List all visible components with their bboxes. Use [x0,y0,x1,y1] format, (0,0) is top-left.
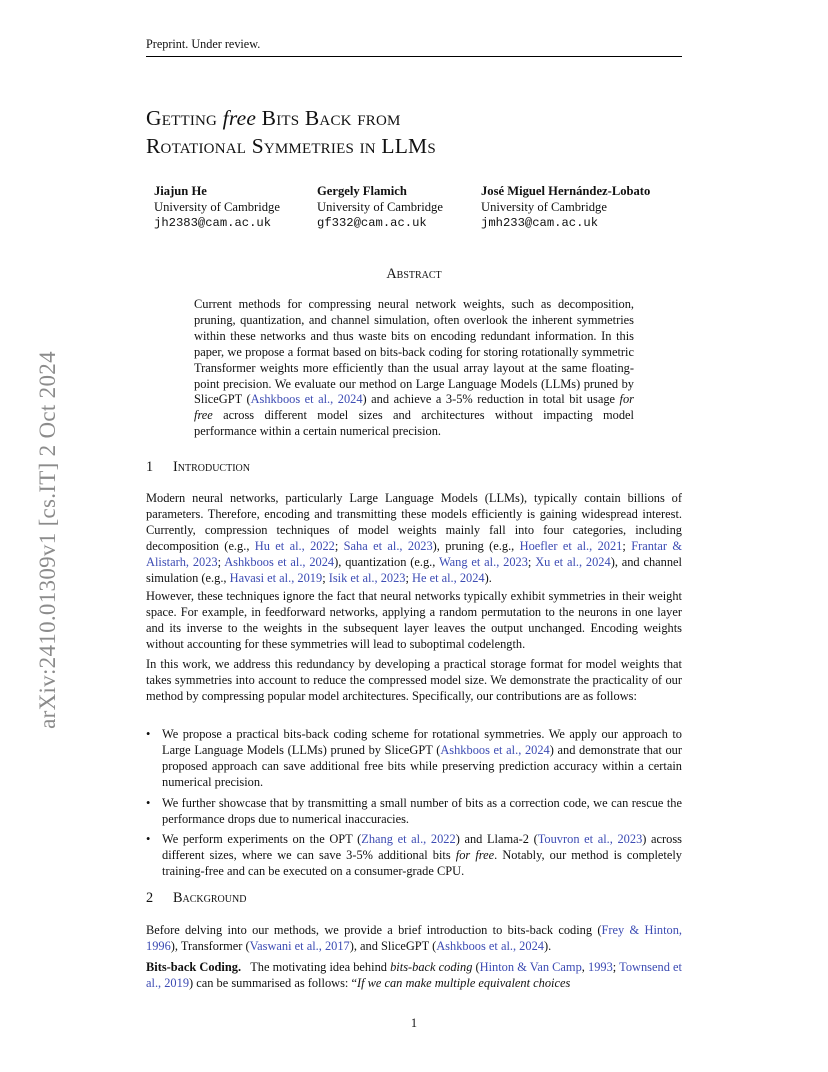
paper-title [146,104,706,160]
header-text: Preprint. Under review. [146,37,261,51]
section-number: 1 [146,459,154,475]
author-email[interactable]: gf332@cam.ac.uk [317,216,427,230]
citation-link[interactable]: Wang et al., 2023 [438,554,528,569]
section-heading-introduction [146,459,250,476]
title-line-2: Rotational Symmetries in LLMs [146,134,436,158]
section-title: Introduction [173,459,250,475]
citation-link[interactable]: Xu et al., 2024 [535,554,611,569]
author-affiliation: University of Cambridge [481,200,607,214]
author-name: José Miguel Hernández-Lobato [481,184,651,198]
citation-link[interactable]: 1993 [588,960,613,974]
author-email[interactable]: jh2383@cam.ac.uk [154,216,272,230]
citation-link[interactable]: Hinton & Van Camp [479,960,582,974]
arxiv-stamp: arXiv:2410.01309v1 [cs.IT] 2 Oct 2024 [35,351,60,729]
citation-link[interactable]: Ashkboos et al., 2024 [250,392,363,407]
abstract-text: Current methods for compressing neural network weights, such as decomposition, pruning, quantization, and channel simulation, often overlook the inherent symmetries within these networks and thus waste bits on encoding redundant information. In this paper, we propose a format based on bits-back coding for storing rotationally symmetric Transformer weights more efficiently than the usual array layout at the same floating-point precision. We evaluate our method on Large Language Models (LLMs) pruned by SliceGPT (Ashkboos et al., 2024) and achieve a 3-5% reduction in total bit usage for free across different model sizes and architectures without impacting model performance within a certain numerical precision. [194,297,634,439]
author-name: Gergely Flamich [317,184,407,198]
citation-link[interactable]: Touvron et al., 2023 [537,832,643,847]
citation-link[interactable]: Townsend et al., 2019 [146,960,682,990]
citation-link[interactable]: Ashkboos et al., 2024 [224,554,335,569]
citation-link[interactable]: He et al., 2024 [412,570,485,585]
citation-link[interactable]: Saha et al., 2023 [343,538,433,553]
list-item: • We perform experiments on the OPT (Zhang et al., 2022) and Llama-2 (Touvron et al., 2023) across different sizes, where we can save 3-5% additional bits for free. Notably, our method is completely training-free and can be executed on a consumer-grade CPU. [146,832,682,879]
citation-link[interactable]: Hu et al., 2022 [254,538,335,553]
title-line-1: Getting free Bits Back from [146,106,401,130]
list-item: • We further showcase that by transmitting a small number of bits as a correction code, we can rescue the performance drops due to numerical inaccuracies. [146,795,682,826]
page-number: 1 [410,1016,418,1030]
contributions-list [146,727,682,885]
author-name: Jiajun He [154,184,207,198]
section-number: 2 [146,890,154,906]
author-block [154,183,714,233]
citation-link[interactable]: Frey & Hinton, 1996 [146,923,683,953]
citation-link[interactable]: Ashkboos et al., 2024 [436,938,544,953]
author-email[interactable]: jmh233@cam.ac.uk [481,216,599,230]
intro-paragraph-2: However, these techniques ignore the fact that neural networks typically exhibit symmetries in their weight space. For example, in feedforward networks, applying a random permutation to the neurons in one layer and its inverse to the weights in the subsequent layer leaves the output unchanged. Encoding weights without accounting for these symmetries will lead to suboptimal codelength. [146,589,682,651]
citation-link[interactable]: Havasi et al., 2019 [229,570,323,585]
section-heading-background [146,890,246,907]
author-2 [317,183,443,231]
citation-link[interactable]: Ashkboos et al., 2024 [440,742,550,757]
citation-link[interactable]: Hoefler et al., 2021 [519,538,623,553]
author-1 [154,183,280,231]
citation-link[interactable]: Isik et al., 2023 [328,570,406,585]
paragraph-heading: Bits-back Coding. [146,960,242,974]
list-item: • We propose a practical bits-back coding scheme for rotational symmetries. We apply our approach to Large Language Models (LLMs) pruned by SliceGPT (Ashkboos et al., 2024) and demonstrate that our proposed approach can save additional free bits while preserving prediction accuracy within a certain numerical precision. [146,727,682,789]
author-3 [481,183,650,231]
section-title: Background [173,890,247,906]
citation-link[interactable]: Vaswani et al., 2017 [249,938,350,953]
author-affiliation: University of Cambridge [154,200,280,214]
background-paragraph-2: Bits-back Coding. The motivating idea behind bits-back coding (Hinton & Van Camp, 1993; Townsend et al., 2019) can be summarised as follows: “If we can make multiple equivalent choices [146,960,682,990]
intro-paragraph-3: In this work, we address this redundancy by developing a practical storage format for model weights that takes symmetries into account to reduce the compressed model size. We demonstrate the practicality of our method by compressing popular model architectures. Specifically, our contributions are as follows: [146,657,682,703]
citation-link[interactable]: Zhang et al., 2022 [361,832,456,847]
intro-paragraph-1: Modern neural networks, particularly Large Language Models (LLMs), typically contain billions of parameters. Therefore, encoding and transmitting these models efficiently is gaining widespread interest. Currently, compression techniques of model weights mainly fall into four categories, including decomposition (e.g., Hu et al., 2022; Saha et al., 2023), pruning (e.g., Hoefler et al., 2021; Frantar & Alistarh, 2023; Ashkboos et al., 2024), quantization (e.g., Wang et al., 2023; Xu et al., 2024), and channel simulation (e.g., Havasi et al., 2019; Isik et al., 2023; He et al., 2024). [146,491,682,585]
author-affiliation: University of Cambridge [317,200,443,214]
background-paragraph-1: Before delving into our methods, we provide a brief introduction to bits-back coding (Frey & Hinton, 1996), Transformer (Vaswani et al., 2017), and SliceGPT (Ashkboos et al., 2024). [146,923,683,953]
running-header [146,37,682,57]
citation-link[interactable]: Frantar & Alistarh, 2023 [146,538,682,569]
abstract-heading: Abstract [386,266,442,282]
